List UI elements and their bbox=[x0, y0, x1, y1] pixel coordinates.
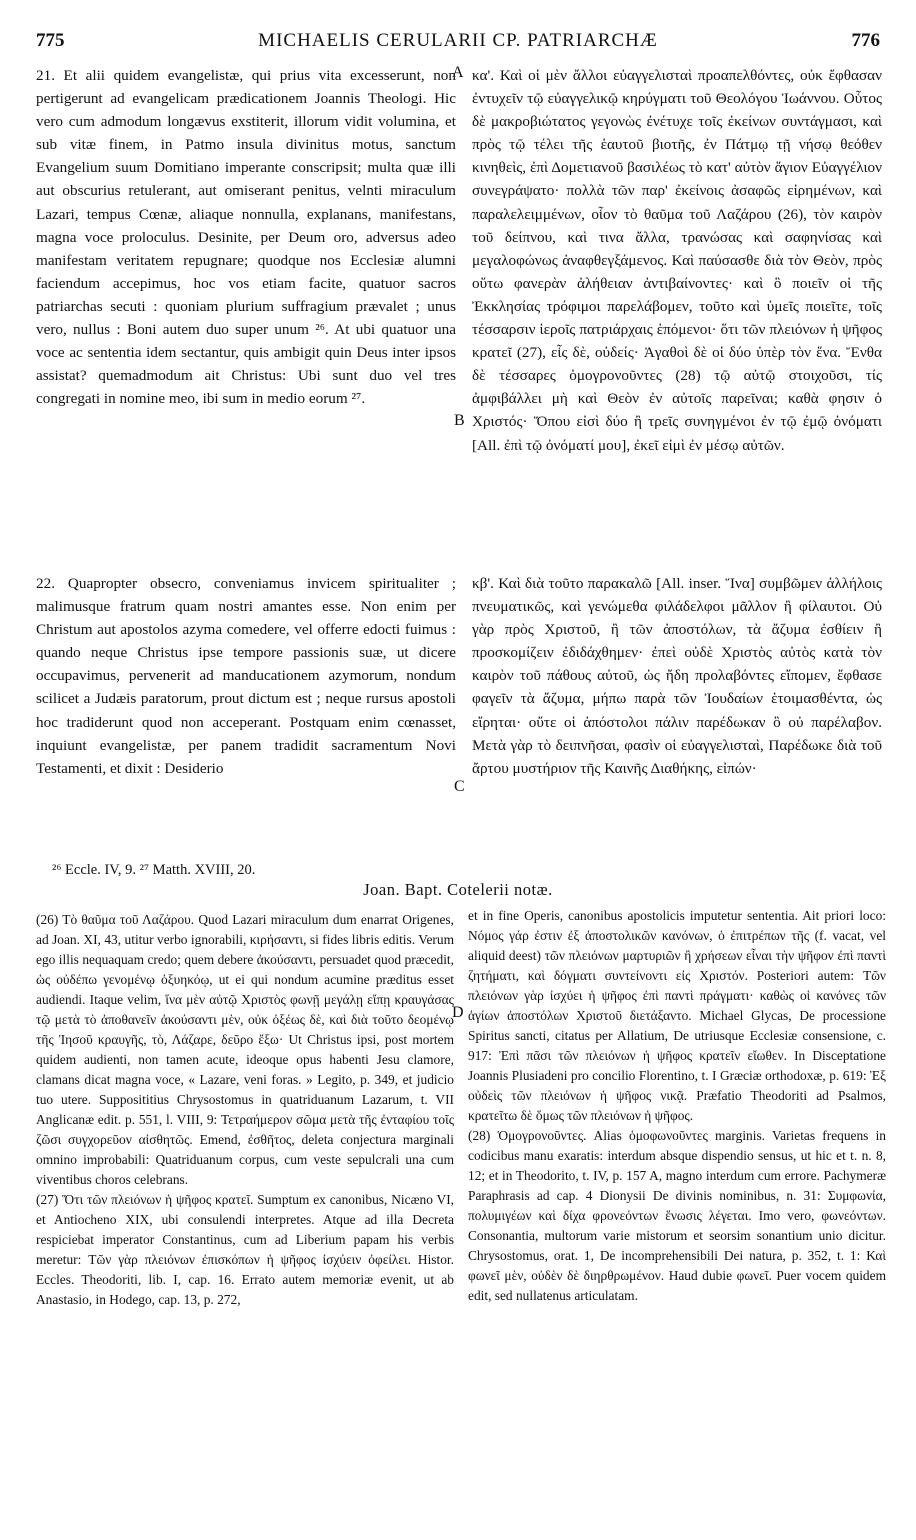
latin-column-section-21 bbox=[36, 64, 456, 410]
latin-paragraph-21: 21. Et alii quidem evangelistæ, qui prius vita excesserunt, non pertigerunt ad evangelicam prædicationem Joannis Theologi. Hic vero cum admodum longævus exstiterit, illorum vidit volumina, et sub vitæ finem, in Patmo insula divinitus motus, sanctum Evangelium suum Domitiano imperante conscripsit; multa quæ illi aut obscurius retulerant, aut omiserant penitus, velnti miraculum Lazari, tempus Cœnæ, aliaque nonnulla, explanans, manifestans, magna voce proloculus. Desinite, per Deum oro, adversus adeo manifestam veritatem repugnare; quodque nos Ecclesiæ alumni faciendum accepimus, hoc vos etiam facite, quatuor sacros patriarchas secuti : quoniam plurium suffragium prævalet ; unus vero, nullus : Boni autem duo super unum ²⁶. At ubi quatuor una voce ac sententia idem sectantur, quis ambigit quin Deus inter ipsos assistat? quemadmodum ait Christus: Ubi sunt duo vel tres congregati in nomine meo, ibi sum in medio eorum ²⁷. bbox=[36, 67, 456, 408]
note-27-continued: et in fine Operis, canonibus apostolicis imputetur sententia. Ait priori loco: Νόμος γάρ ἐστιν ἐξ ἀποστολικῶν κανόνων, ὁ ἐπιτρέπων τῆς (f. vacat, vel aliquid deest) τῶν πλειόνων μαρτυριῶν ἢ χρήσεων εἶναι τὴν ψῆφον ἐπὶ παντὶ ζητήματι, καὶ δόγματι συντείνοντι εἰς Χριστόν. Posteriori autem: Τῶν πλειόνων γὰρ ἰσχύει ἡ ψῆφος ἐπὶ παντὶ πράγματι· καθὼς οἱ κανόνες τῶν ἁγίων ἀποστόλων Χριστοῦ διετάξαντο. Michael Glycas, De processione Spiritus sancti, citatus per Allatium, De utriusque Ecclesiæ consensione, c. 917: Ἐπὶ πᾶσι τῶν πλειόνων ἡ ψῆφος κρατεῖν εἴωθεν. In Disceptatione Joannis Plusiadeni pro concilio Florentino, t. I Græciæ orthodoxæ, p. 619: Ἐξ οὐδεὶς τῶν πλειόνων ἡ ψῆφος νικᾷ. Præfatio Theodoriti ad Psalmos, κρατεῖτω δὲ ὅμως τῶν πλειόνων ἡ ψῆφος. bbox=[468, 908, 886, 1123]
notes-column-left bbox=[36, 910, 454, 1310]
latin-column-section-22 bbox=[36, 572, 456, 780]
page-number-left: 775 bbox=[36, 30, 65, 51]
note-28: (28) Ὁμογρονοῦντες. Alias ὁμοφωνοῦντες marginis. Varietas frequens in codicibus manu exaratis: interdum absque dispendio sensus, ut hic et t. n. 8, 12; et in Theodorito, t. IV, p. 157 A, magno interdum cum errore. Pachymeræ Paraphrasis ad cap. 4 Dionysii De divinis nominibus, n. 31: Συμφωνία, πολυμιγέων καὶ δίχα φρονεόντων ἕνωσις λέγεται. Imo vero, φωνεόντων. Consonantia, multorum varie mistorum et seorsim sonantium unio dicitur. Chrysostomus, orat. 1, De incomprehensibili Dei natura, p. 352, t. 1: Καὶ φωνεῖ μὲν, οὐδὲν δὲ διηρθρωμένον. Haud dubie φωνεῖ. Puer vocem quidem edit, sed nullatenus articulatam. bbox=[468, 1128, 886, 1303]
footnote-references: ²⁶ Eccle. IV, 9. ²⁷ Matth. XVIII, 20. bbox=[52, 862, 256, 878]
greek-paragraph-21: κα'. Καὶ οἱ μὲν ἄλλοι εὐαγγελισταὶ προαπελθόντες, οὐκ ἔφθασαν ἐντυχεῖν τῷ εὐαγγελικῷ κηρύγματι τοῦ Θεολόγου Ἰωάννου. Οὗτος δὲ μακροβιώτατος γεγονὼς ἐνέτυχε τοῖς ἐκείνων συντάγμασι, καὶ πρὸς τῷ τέλει τῆς ἑαυτοῦ βιοτῆς, ἐν Πάτμῳ τῇ νήσῳ θεόθεν κινηθεὶς, ἐπὶ Δομετιανοῦ βασιλέως τὸ κατ' αὐτὸν ἅγιον Εὐαγγέλιον συνεγράψατο· πολλὰ τῶν παρ' ἐκείνοις ἀσαφῶς εἰρημένων, καὶ παραλελειμμένων, οἷον τὸ θαῦμα τοῦ Λαζάρου (26), τὸν καιρὸν τοῦ δείπνου, καὶ τινα ἄλλα, τρανώσας καὶ σαφηνίσας καὶ μεγαλοφώνως ἀναφθεγξάμενος. Καὶ παύσασθε διὰ τὸν Θεὸν, πρὸς οὕτω φανερὰν ἀλήθειαν ἀντιβαίνοντες· καὶ ὃ ποιεῖν οἱ τῆς Ἐκκλησίας τρόφιμοι παρελάβομεν, τοῦτο καὶ ὑμεῖς ποιεῖτε, τοῖς τέσσαρσιν ἱεροῖς πατριάρχαις ἑπόμενοι· ὅτι τῶν πλειόνων ἡ ψῆφος κρατεῖ (27), εἷς δὲ, οὐδείς· Ἀγαθοὶ δὲ οἱ δύο ὑπὲρ τὸν ἕνα. Ἔνθα δὲ τέσσαρες ὁμογρονοῦντες (28) τῷ αὐτῷ στοιχοῦσι, τίς ἀμφιβάλλει μὴ καὶ Θεὸν ἐν αὐτοῖς παρεῖναι; καθὰ φησιν ὁ Χριστός· Ὅπου εἰσὶ δύο ἢ τρεῖς συνηγμένοι ἐν τῷ ἐμῷ ὀνόματι [All. ἐπὶ τῷ ὀνόματί μου], ἐκεῖ εἰμὶ ἐν μέσῳ αὐτῶν. bbox=[472, 67, 882, 454]
running-header bbox=[36, 30, 880, 56]
latin-paragraph-22: 22. Quapropter obsecro, conveniamus invicem spiritualiter ; malimusque fratrum quam nostri amantes esse. Non enim per Christum aut apostolos azyma comedere, vel offerre edocti fuimus : quando neque Christus ipse tempore passionis suæ, ut dicere occupavimus, pervenerit ad manducationem azymorum, nondum scilicet a Judæis paratorum, prout dictum est ; neque rursus apostoli hoc tradiderunt quod non acceperant. Postquam enim cœnasset, inquiunt evangelistæ, per panem tradidit sacramentum Novi Testamenti, et dixit : Desiderio bbox=[36, 575, 456, 777]
greek-column-section-21 bbox=[472, 64, 882, 457]
running-title: MICHAELIS CERULARII CP. PATRIARCHÆ bbox=[258, 30, 658, 51]
margin-marker-c: C bbox=[454, 778, 465, 795]
note-27: (27) Ὅτι τῶν πλειόνων ἡ ψῆφος κρατεῖ. Sumptum ex canonibus, Nicæno VI, et Antiocheno XIX, ubi consulendi interpretes. Atque ad illa Decreta respiciebat imperator Constantinus, cum ad Liberium papam his verbis meretur: Τῶν γὰρ πλειόνων ἐπισκόπων ἡ ψῆφος ἰσχύειν ὀφείλει. Histor. Eccles. Theodoriti, lib. I, cap. 16. Errato autem memoriæ evenit, ut ab Anastasio, in Hodego, cap. 13, p. 272, bbox=[36, 1192, 454, 1307]
margin-marker-a: A bbox=[452, 64, 464, 81]
notes-title: Joan. Bapt. Cotelerii notæ. bbox=[363, 880, 553, 899]
notes-column-right bbox=[468, 906, 886, 1306]
margin-marker-d: D bbox=[452, 1004, 464, 1021]
margin-marker-b: B bbox=[454, 412, 465, 429]
page-number-right: 776 bbox=[851, 30, 880, 51]
greek-paragraph-22: κβ'. Καὶ διὰ τοῦτο παρακαλῶ [All. inser. Ἵνα] συμβῶμεν ἀλλήλοις πνευματικῶς, καὶ γενώμεθα φιλάδελφοι μᾶλλον ἢ φίλαυτοι. Οὐ γὰρ πρὸς Χριστοῦ, ἢ τῶν ἀποστόλων, τὰ ἄζυμα ἐσθίειν ἢ προσκομίζειν ἐδιδάχθημεν· ἐπεὶ οὐδὲ Χριστὸς αὐτὸς κατὰ τὸν καιρὸν τοῦ πάθους αὐτοῦ, ὡς ἤδη προλαβόντες εἴπομεν, ἔφθασε φαγεῖν τὰ ἄζυμα, μήπω παρὰ τῶν Ἰουδαίων ἑτοιμασθέντα, ὡς εἴρηται· οὔτε οἱ ἀπόστολοι πάλιν παρέδωκαν ὃ οὐ παρέλαβον. Μετὰ γὰρ τὸ δειπνῆσαι, φασὶν οἱ εὐαγγελισταὶ, Παρέδωκε διὰ τοῦ ἄρτου μυστήριον τῆς Καινῆς Διαθήκης, εἰπών· bbox=[472, 575, 882, 777]
greek-column-section-22 bbox=[472, 572, 882, 780]
note-26: (26) Τὸ θαῦμα τοῦ Λαζάρου. Quod Lazari miraculum dum enarrat Origenes, ad Joan. XI, 43, utitur verbo ignorabili, κιρήσαντι, si fides libris editis. Verum ego illis nequaquam credo; quem debere ἀκούσαντι, persuadet quod præcedit, ὡς οὐδέπω γενομένῳ ὀξυηκόῳ, ut ei qui nondum acumine præditus esset audiendi. Itaque velim, ἵνα μὲν αὐτῷ Χριστὸς φωνῇ μεγάλῃ εἴπῃ κραυγάσας τῷ μετὰ τὸ ἀποθανεῖν ἀκούσαντι μὲν, οὐκ ὀξέως δὲ, καὶ διὰ τοῦτο δεομένῳ τῆς Ἰησοῦ κραυγῆς, τὸ, Λάζαρε, δεῦρο ἔξω· Ut Christus ipsi, post mortem quidem audienti, non tamen acute, ideoque opus habenti Jesu clamore, clamans dicat magna voce, « Lazare, veni foras. » Legito, p. 349, et judicio tuo utere. Supposititius Chrysostomus in quatriduanum Lazarum, t. VII Anglicanæ edit. p. 551, l. VIII, 9: Τετραήμερον σῶμα μετὰ τῆς ἐνταφίου τοῖς ζῶσι συγχορεῦον αἰσθητῶς. Emend, ἐσθῆτος, deleta conjectura marginali omnino improbabili: Quatriduanum corpus, cum veste sepulcrali una cum viventibus choros celebrans. bbox=[36, 912, 454, 1187]
